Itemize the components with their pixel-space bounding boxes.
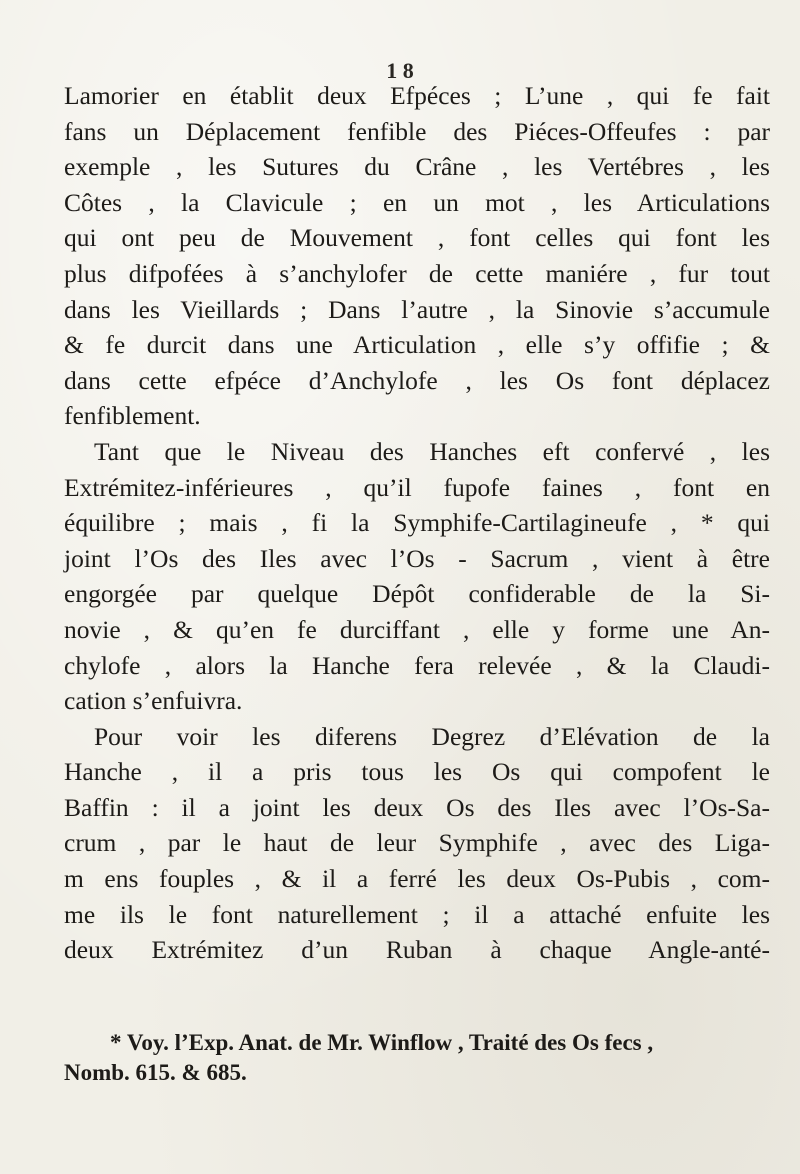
text-line: chylofe , alors la Hanche fera relevée , & la Claudi-	[64, 650, 770, 680]
text-line: Côtes , la Clavicule ; en un mot , les Articulations	[64, 187, 770, 217]
footnote	[64, 1028, 770, 1088]
text-line: Pour voir les diferens Degrez d’Elévation de la	[94, 721, 770, 751]
text-line: Lamorier en établit deux Efpéces ; L’une , qui fe fait	[64, 81, 770, 110]
text-line: joint l’Os des Iles avec l’Os - Sacrum , vient à être	[64, 543, 770, 573]
text-line: équilibre ; mais , fi la Symphife-Cartilagineufe , * qui	[64, 508, 770, 538]
text-line: deux Extrémitez d’un Ruban à chaque Angle-anté-	[64, 935, 770, 965]
page-number: 1 8	[386, 58, 414, 83]
text-line: Tant que le Niveau des Hanches eft confervé , les	[94, 436, 770, 466]
text-line: crum , par le haut de leur Symphife , avec des Liga-	[64, 828, 770, 858]
text-line: Extrémitez-inférieures , qu’il fupofe faines , font en	[64, 472, 770, 502]
text-line: fenfiblement.	[64, 401, 201, 431]
text-line: cation s’enfuivra.	[64, 686, 243, 716]
text-line: qui ont peu de Mouvement , font celles qui font les	[64, 223, 770, 253]
text-line: engorgée par quelque Dépôt confiderable de la Si-	[64, 579, 770, 609]
text-line: dans les Vieillards ; Dans l’autre , la Sinovie s’accumule	[64, 294, 770, 324]
text-line: novie , & qu’en fe durciffant , elle y forme une An-	[64, 614, 770, 644]
text-line: m ens fouples , & il a ferré les deux Os-Pubis , com-	[64, 864, 770, 894]
text-line: me ils le font naturellement ; il a attaché enfuite les	[64, 899, 770, 929]
paragraph-3	[64, 719, 770, 968]
paragraph-1	[64, 78, 770, 434]
footnote-line: * Voy. l’Exp. Anat. de Mr. Winflow , Traité des Os fecs ,	[110, 1030, 654, 1055]
text-line: Baffin : il a joint les deux Os des Iles avec l’Os-Sa-	[64, 792, 770, 822]
text-line: exemple , les Sutures du Crâne , les Vertébres , les	[64, 152, 770, 182]
text-line: & fe durcit dans une Articulation , elle s’y offifie ; &	[64, 330, 770, 360]
body-text	[64, 78, 770, 968]
text-line: fans un Déplacement fenfible des Piéces-Offeufes : par	[64, 116, 770, 146]
paragraph-2	[64, 434, 770, 719]
text-line: dans cette efpéce d’Anchylofe , les Os font déplacez	[64, 365, 770, 395]
text-line: plus difpofées à s’anchylofer de cette maniére , fur tout	[64, 258, 770, 288]
footnote-line: Nomb. 615. & 685.	[64, 1060, 247, 1085]
text-line: Hanche , il a pris tous les Os qui compofent le	[64, 757, 770, 787]
